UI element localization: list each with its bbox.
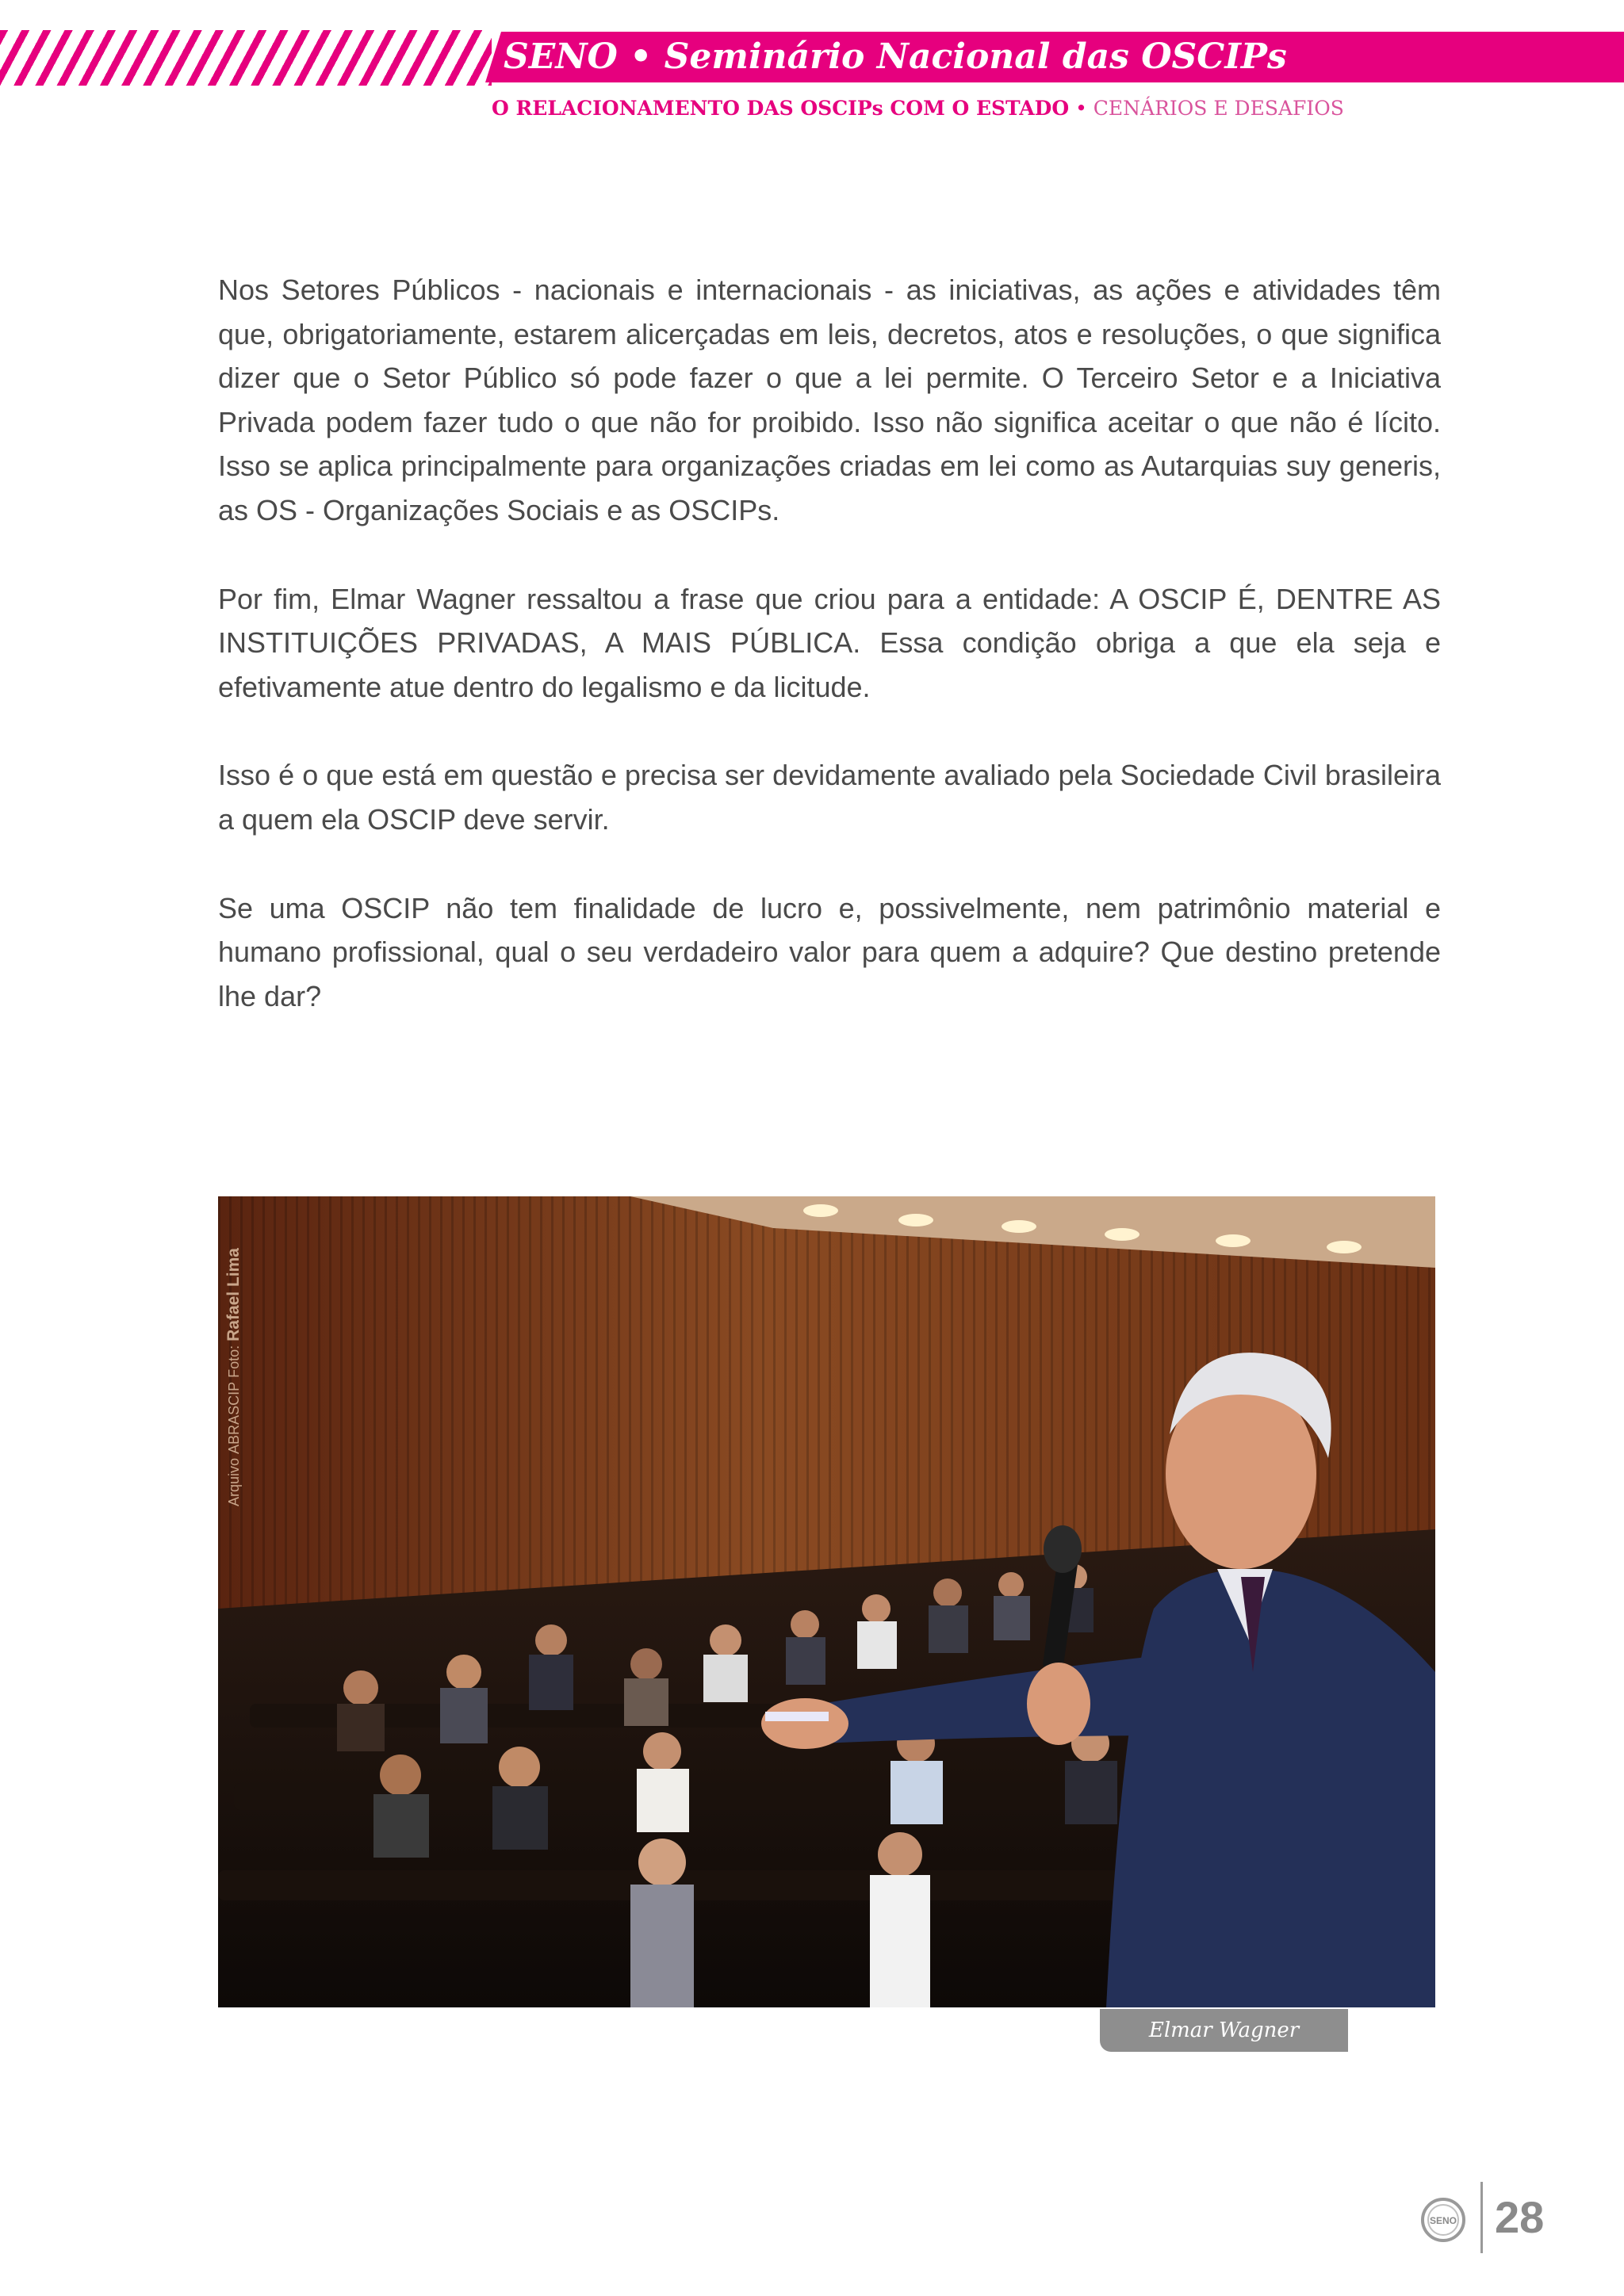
header-subtitle	[492, 95, 1344, 122]
paragraph-2: Por fim, Elmar Wagner ressaltou a frase que criou para a entidade: A OSCIP É, DENTRE AS INSTITUIÇÕES PRIVADAS, A MAIS PÚBLICA. Essa condição obriga a que ela seja e efetivamente atue dentro do legalismo e da licitude.	[218, 582, 1441, 703]
photo-caption-box	[1100, 2009, 1348, 2052]
speaker-photo	[218, 1196, 1435, 2007]
seno-logo-icon	[1419, 2196, 1467, 2244]
credit-prefix: Arquivo	[226, 1453, 242, 1506]
paragraph-1: Nos Setores Públicos - nacionais e internacionais - as iniciativas, as ações e atividades têm que, obrigatoriamente, estarem alicerçadas em leis, decretos, atos e resoluções, o que significa dizer que o Setor Público só pode fazer o que a lei permite. O Terceiro Setor e a Iniciativa Privada podem fazer tudo o que não for proibido. Isso não significa aceitar o que não é lícito. Isso se aplica principalmente para organizações criadas em lei como as Autarquias suy generis, as OS - Organizações Sociais e as OSCIPs.	[218, 274, 1441, 526]
subtitle-separator: •	[1069, 97, 1094, 120]
photo-caption: Elmar Wagner	[1148, 2019, 1300, 2042]
speaker-photo-illustration	[218, 1196, 1435, 2007]
header-stripes-decoration	[0, 30, 492, 86]
credit-org: ABRASCIP	[226, 1381, 242, 1454]
article-body	[218, 268, 1441, 1062]
subtitle-strong: O RELACIONAMENTO DAS OSCIPs COM O ESTADO	[492, 97, 1070, 120]
header-title: SENO • Seminário Nacional das OSCIPs	[504, 36, 1287, 77]
seno-logo-text: SENO	[1429, 2215, 1457, 2226]
credit-name: Rafael Lima	[224, 1248, 243, 1341]
photo-credit	[224, 1221, 256, 1506]
paragraph-3: Isso é o que está em questão e precisa ser devidamente avaliado pela Sociedade Civil brasileira a quem ela OSCIP deve servir.	[218, 759, 1441, 836]
subtitle-light: CENÁRIOS E DESAFIOS	[1093, 97, 1344, 120]
footer-divider	[1480, 2182, 1483, 2253]
paragraph-4: Se uma OSCIP não tem finalidade de lucro e, possivelmente, nem patrimônio material e humano profissional, qual o seu verdadeiro valor para quem a adquire? Que destino pretende lhe dar?	[218, 891, 1441, 1012]
credit-label: Foto:	[226, 1341, 242, 1382]
page-number: 28	[1495, 2192, 1545, 2242]
